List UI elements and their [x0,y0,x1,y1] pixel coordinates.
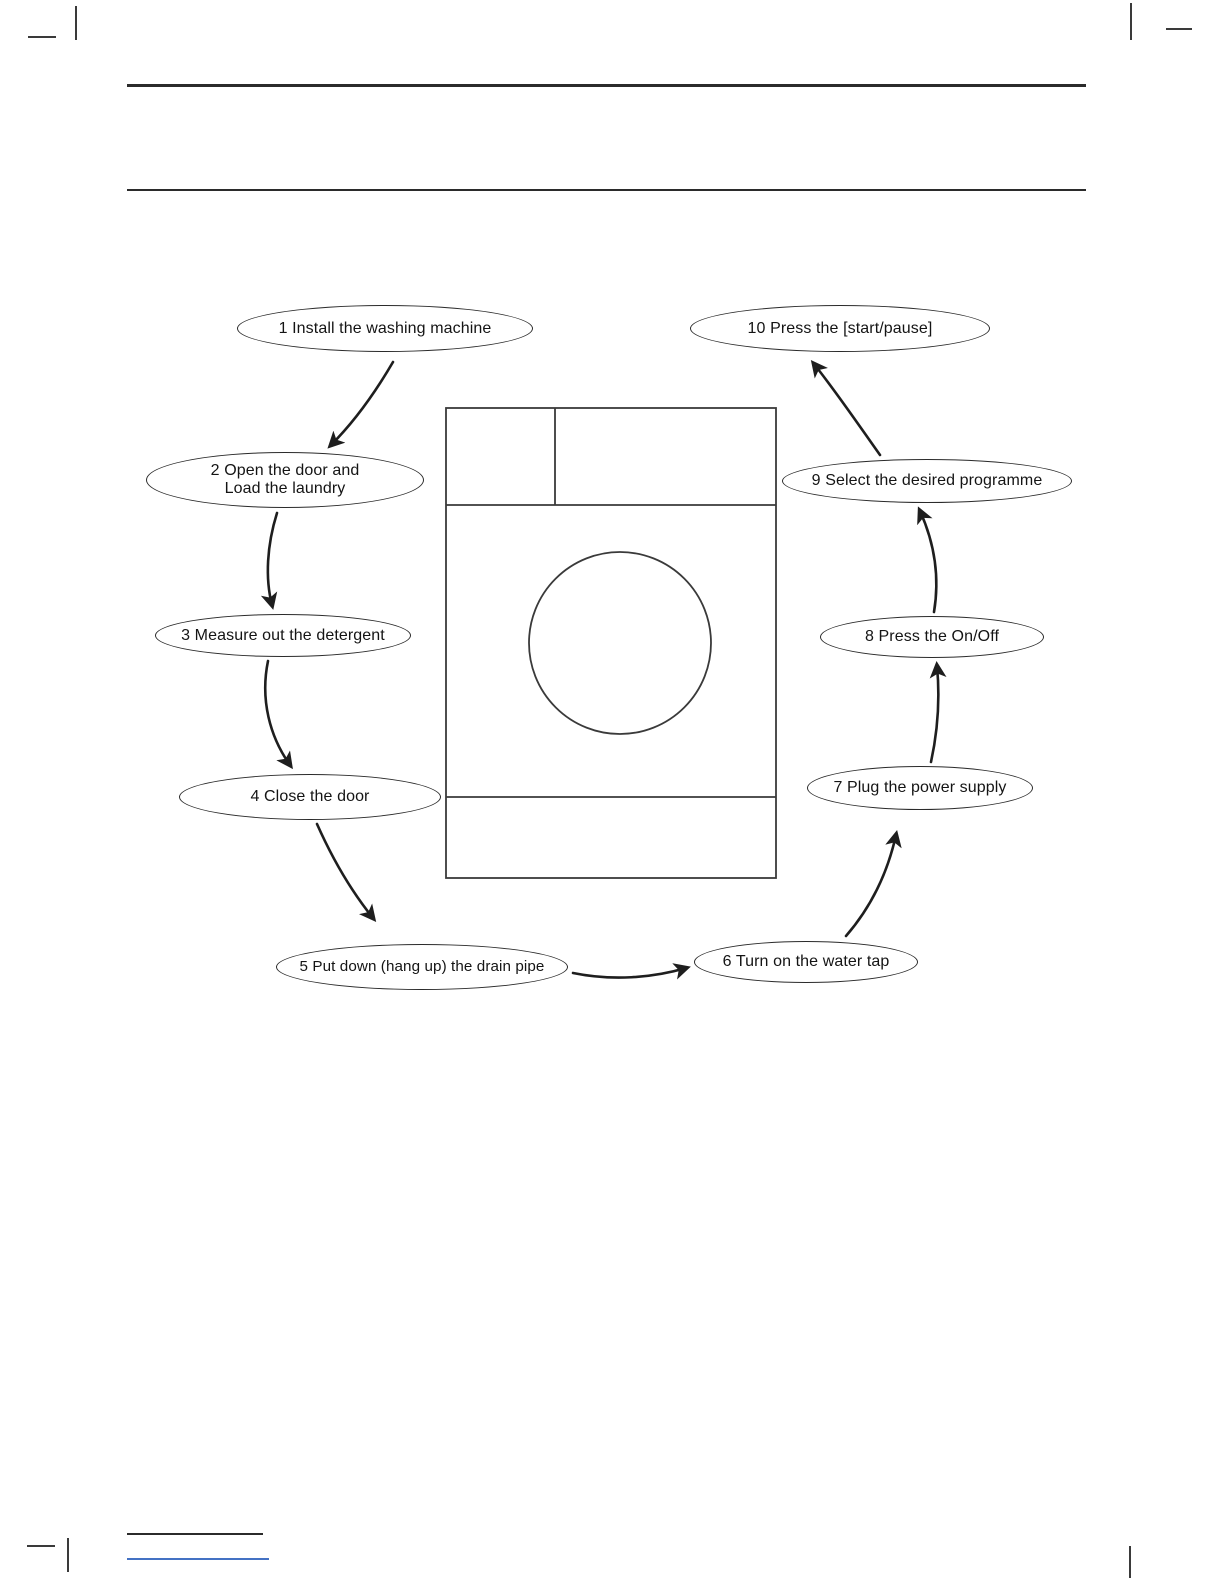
arrow-step8-to-step9 [920,511,936,612]
arrow-step6-to-step7 [846,835,896,936]
step-8-bubble [820,616,1044,658]
arrow-step2-to-step3 [268,513,277,605]
arrow-step3-to-step4 [265,661,290,765]
step-3-label: 3 Measure out the detergent [181,626,385,644]
step-2-label-line1: 2 Open the door and [210,462,360,480]
step-5-label: 5 Put down (hang up) the drain pipe [299,958,545,976]
step-2-label-line2: Load the laundry [224,480,346,497]
step-10-bubble [690,305,990,352]
step-5-bubble [276,944,568,990]
step-9-bubble [782,459,1072,503]
arrow-step9-to-step10 [814,364,880,455]
step-4-bubble [179,774,441,820]
machine-body [446,408,776,878]
step-7-bubble [807,766,1033,810]
arrow-step1-to-step2 [331,362,393,445]
step-4-label: 4 Close the door [250,788,370,806]
step-3-bubble [155,614,411,657]
step-7-label: 7 Plug the power supply [833,779,1007,797]
arrow-step7-to-step8 [931,666,938,762]
step-1-bubble [237,305,533,352]
step-1-label: 1 Install the washing machine [278,319,492,337]
step-8-label: 8 Press the On/Off [864,628,999,646]
arrow-step4-to-step5 [317,824,373,918]
step-10-label: 10 Press the [start/pause] [747,319,933,337]
step-6-label: 6 Turn on the water tap [722,953,890,971]
washing-machine-illustration [446,408,776,878]
step-9-label: 9 Select the desired programme [811,472,1043,490]
arrow-step5-to-step6 [573,968,686,978]
machine-door-circle [529,552,711,734]
step-6-bubble [694,941,918,983]
step-2-bubble [146,452,424,508]
